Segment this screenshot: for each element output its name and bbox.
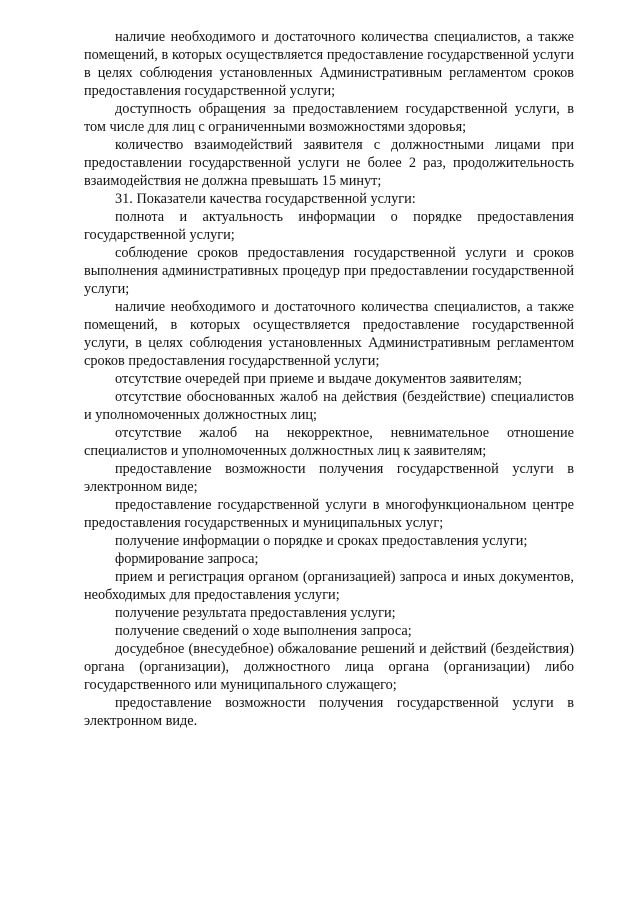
paragraph-specialists-premises: наличие необходимого и достаточного количества специалистов, а также помещений, в которых осуществляется предоставление государственной услуги в целях соблюдения установленных Административным регламентом сроков предоставления государственной услуги; xyxy=(84,29,574,99)
paragraph-section-31-heading: 31. Показатели качества государственной услуги: xyxy=(115,191,416,207)
paragraph-electronic-service: предоставление возможности получения государственной услуги в электронном виде; xyxy=(84,461,574,495)
paragraph-no-queues: отсутствие очередей при приеме и выдаче документов заявителям; xyxy=(115,371,523,387)
paragraph-request-registration: прием и регистрация органом (организацией) запроса и иных документов, необходимых для предоставления услуги; xyxy=(84,569,574,603)
paragraph-accessibility: доступность обращения за предоставлением государственной услуги, в том числе для лиц с ограниченными возможностями здоровья; xyxy=(84,101,574,135)
paragraph-deadlines-compliance: соблюдение сроков предоставления государственной услуги и сроков выполнения административных процедур при предоставлении государственной услуги; xyxy=(84,245,574,297)
paragraph-electronic-service-2: предоставление возможности получения государственной услуги в электронном виде. xyxy=(84,695,574,729)
paragraph-interactions-count: количество взаимодействий заявителя с должностными лицами при предоставлении государственной услуги не более 2 раз, продолжительность взаимодействия не должна превышать 15 минут; xyxy=(84,137,574,189)
paragraph-no-justified-complaints: отсутствие обоснованных жалоб на действия (бездействие) специалистов и уполномоченных должностных лиц; xyxy=(84,389,574,423)
paragraph-specialists-premises-2: наличие необходимого и достаточного количества специалистов, а также помещений, в которых осуществляется предоставление государственной услуги, в целях соблюдения установленных Административным регламентом сроков предоставления государственной услуги; xyxy=(84,299,574,369)
paragraph-form-request: формирование запроса; xyxy=(115,551,259,567)
paragraph-receive-information: получение информации о порядке и сроках предоставления услуги; xyxy=(115,533,528,549)
paragraph-receive-result: получение результата предоставления услуги; xyxy=(115,605,396,621)
document-body xyxy=(84,28,574,730)
paragraph-information-completeness: полнота и актуальность информации о порядке предоставления государственной услуги; xyxy=(84,209,574,243)
paragraph-request-progress: получение сведений о ходе выполнения запроса; xyxy=(115,623,412,639)
paragraph-no-incorrect-treatment: отсутствие жалоб на некорректное, невнимательное отношение специалистов и уполномоченных должностных лиц к заявителям; xyxy=(84,425,574,459)
paragraph-pretrial-appeal: досудебное (внесудебное) обжалование решений и действий (бездействия) органа (организации), должностного лица органа (организации) либо государственного или муниципального служащего; xyxy=(84,641,574,693)
paragraph-mfc-service: предоставление государственной услуги в многофункциональном центре предоставления государственных и муниципальных услуг; xyxy=(84,497,574,531)
